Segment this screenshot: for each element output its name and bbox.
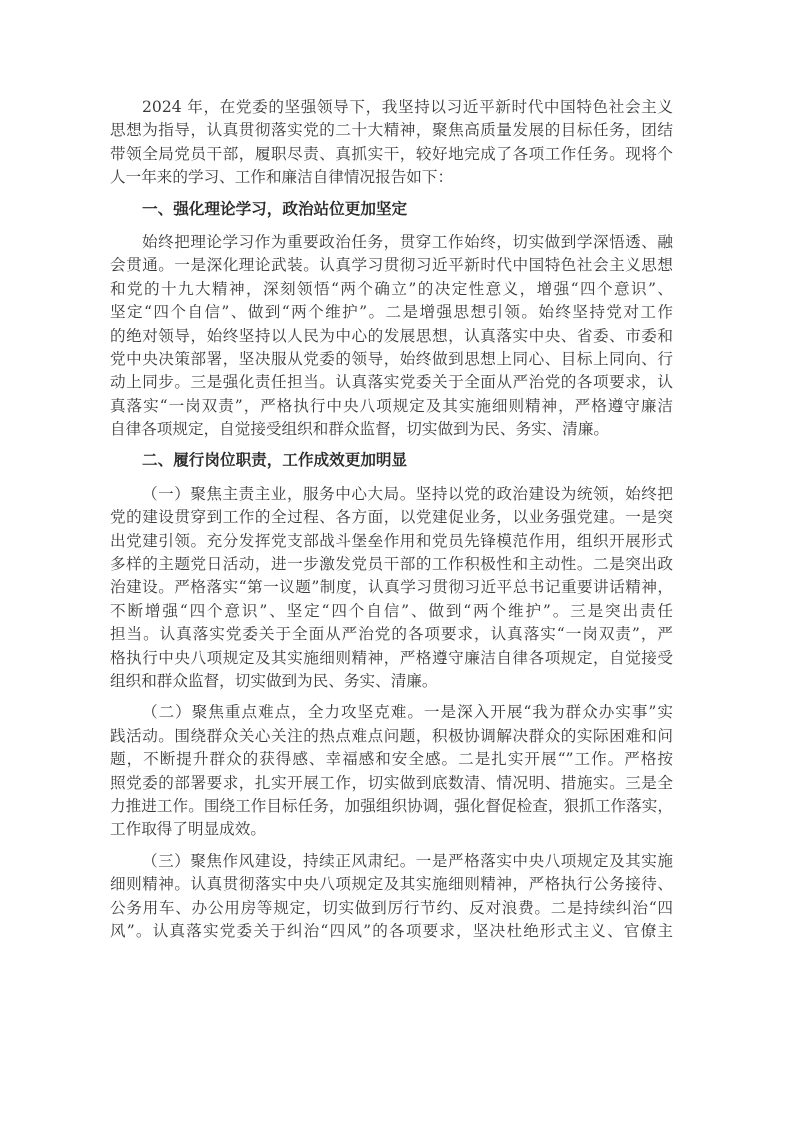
text-line: 的绝对领导，始终坚持以人民为中心的发展思想，认真落实中央、省委、市委和 [110, 326, 673, 345]
text-line: 照党委的部署要求，扎实开展工作，切实做到底数清、情况明、措施实。三是全 [110, 773, 673, 792]
theory-study-paragraph [110, 231, 673, 442]
text-line: （二）聚焦重点难点，全力攻坚克难。一是深入开展“我为群众办实事”实 [142, 703, 673, 722]
text-line: 题，不断提升群众的获得感、幸福感和安全感。二是扎实开展“”工作。严格按 [110, 750, 673, 769]
text-line: 组织和群众监督，切实做到为民、务实、清廉。 [110, 671, 438, 690]
text-line: 坚定“四个自信”、做到“两个维护”。二是增强思想引领。始终坚持党对工作 [110, 303, 673, 322]
text-line: 带领全局党员干部，履职尽责、真抓实干，较好地完成了各项工作任务。现将个 [110, 144, 673, 163]
text-line: 党的建设贯穿到工作的全过程、各方面，以党建促业务，以业务强党建。一是突 [110, 508, 673, 527]
text-line: 人一年来的学习、工作和廉洁自律情况报告如下： [110, 168, 454, 187]
text-line: 多样的主题党日活动，进一步激发党员干部的工作积极性和主动性。二是突出政 [110, 555, 673, 574]
text-line: 力推进工作。围绕工作目标任务，加强组织协调，强化督促检查，狠抓工作落实， [110, 796, 673, 815]
text-line: 动上同步。三是强化责任担当。认真落实党委关于全面从严治党的各项要求，认 [110, 373, 673, 392]
text-line: 会贯通。一是深化理论武装。认真学习贯彻习近平新时代中国特色社会主义思想 [110, 256, 673, 275]
text-line: 格执行中央八项规定及其实施细则精神，严格遵守廉洁自律各项规定，自觉接受 [110, 648, 673, 667]
text-line: 践活动。围绕群众关心关注的热点难点问题，积极协调解决群众的实际困难和问 [110, 726, 673, 745]
text-line: 工作取得了明显成效。 [110, 820, 266, 839]
text-line: 不断增强“四个意识”、坚定“四个自信”、做到“两个维护”。三是突出责任 [110, 601, 673, 620]
text-line: 2024 年，在党委的坚强领导下，我坚持以习近平新时代中国特色社会主义 [142, 98, 673, 116]
main-duty-paragraph [110, 483, 673, 694]
text-line: 和党的十九大精神，深刻领悟“两个确立”的决定性意义，增强“四个意识”、 [110, 279, 673, 298]
text-line: 真落实“一岗双责”，严格执行中央八项规定及其实施细则精神，严格遵守廉洁 [110, 396, 673, 415]
text-line: （一）聚焦主责主业，服务中心大局。坚持以党的政治建设为统领，始终把 [142, 484, 673, 503]
text-line: 细则精神。认真贯彻落实中央八项规定及其实施细则精神，严格执行公务接待、 [110, 875, 673, 894]
text-line: 担当。认真落实党委关于全面从严治党的各项要求，认真落实“一岗双责”，严 [110, 625, 673, 644]
document-page [110, 96, 673, 951]
intro-paragraph [110, 96, 673, 190]
text-line: 自律各项规定，自觉接受组织和群众监督，切实做到为民、务实、清廉。 [110, 420, 610, 439]
text-line: 思想为指导，认真贯彻落实党的二十大精神，聚焦高质量发展的目标任务，团结 [110, 121, 673, 140]
text-line: 风”。认真落实党委关于纠治“四风”的各项要求，坚决杜绝形式主义、官僚主 [110, 921, 673, 940]
key-difficulties-paragraph [110, 701, 673, 841]
text-line: 出党建引领。充分发挥党支部战斗堡垒作用和党员先锋模范作用，组织开展形式 [110, 531, 673, 550]
text-line: 始终把理论学习作为重要政治任务，贯穿工作始终，切实做到学深悟透、融 [142, 232, 673, 251]
text-line: （三）聚焦作风建设，持续正风肃纪。一是严格落实中央八项规定及其实施 [142, 851, 673, 870]
text-line: 公务用车、办公用房等规定，切实做到厉行节约、反对浪费。二是持续纠治“四 [110, 898, 673, 917]
section-heading-2: 二、履行岗位职责，工作成效更加明显 [142, 451, 408, 470]
section-heading-1: 一、强化理论学习，政治站位更加坚定 [142, 199, 408, 218]
work-style-paragraph [110, 850, 673, 944]
text-line: 党中央决策部署，坚决服从党委的领导，始终做到思想上同心、目标上同向、行 [110, 349, 673, 368]
text-line: 治建设。严格落实“第一议题”制度，认真学习贯彻习近平总书记重要讲话精神， [110, 578, 673, 597]
